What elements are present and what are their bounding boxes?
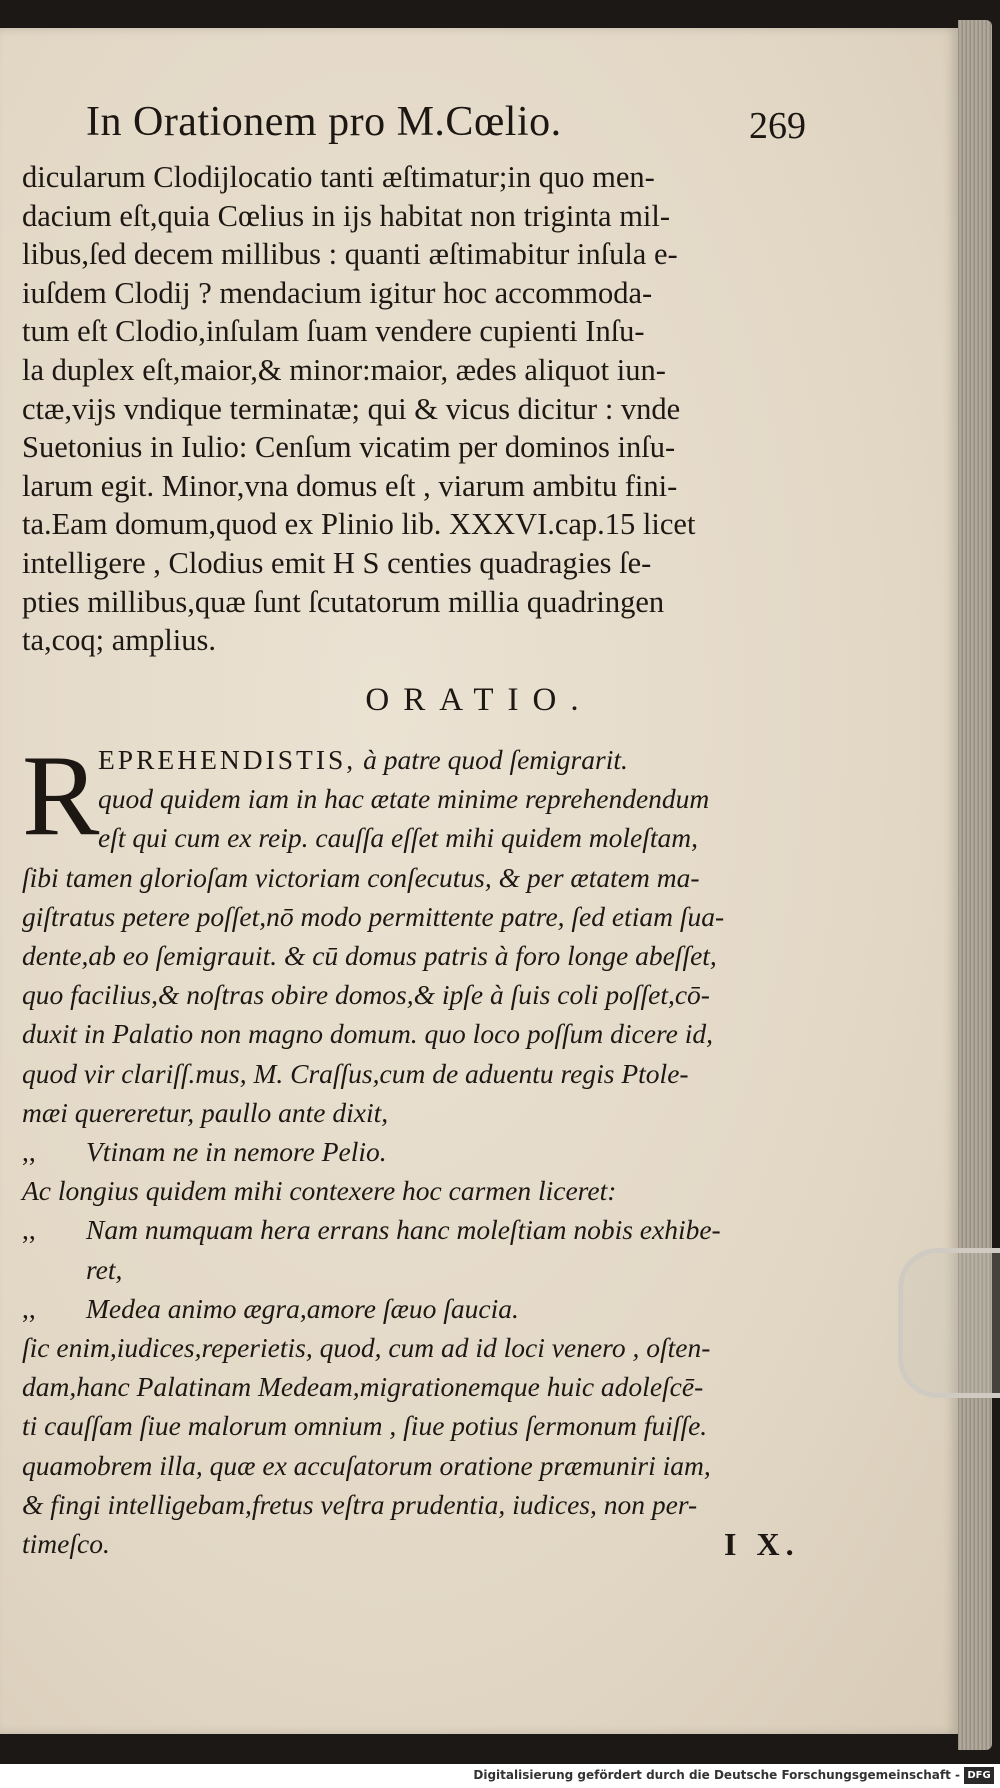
page-clip [898, 1248, 1000, 1398]
text-line: ti cauſſam ſiue malorum omnium , ſiue potius ſermonum fuiſſe. [22, 1410, 708, 1442]
text-line: quod quidem iam in hac ætate minime reprehendendum [98, 783, 710, 815]
text-line: Suetonius in Iulio: Cenſum vicatim per dominos inſu- [22, 430, 676, 465]
quote-text: Nam numquam hera errans hanc moleſtiam nobis exhibe- [86, 1214, 721, 1246]
section-heading: ORATIO. [365, 682, 593, 718]
text-line: tum eſt Clodio,inſulam ſuam vendere cupienti Inſu- [22, 314, 645, 349]
drop-cap: R [22, 732, 100, 860]
text-line: dacium eſt,quia Cœlius in ijs habitat non triginta mil- [22, 198, 671, 233]
text-line: quo facilius,& noſtras obire domos,& ipſe à ſuis coli poſſet,cō- [22, 979, 710, 1011]
text-line: ta,coq; amplius. [22, 623, 216, 658]
quote-line [22, 1289, 812, 1328]
quote-text: Medea animo ægra,amore ſæuo ſaucia. [86, 1292, 519, 1324]
book-page-edges [958, 20, 992, 1750]
first-word: EPREHENDISTIS, [98, 744, 357, 775]
text-line: pties millibus,quæ ſunt ſcutatorum millia quadringen [22, 584, 665, 619]
quote-marker: ,, [22, 1214, 36, 1246]
quote-line [22, 1132, 812, 1171]
text-line: giſtratus petere poſſet,nō modo permittente patre, ſed etiam ſua- [22, 900, 725, 932]
dfg-logo: DFG [964, 1767, 994, 1784]
text-line: quamobrem illa, quæ ex accuſatorum oratione præmuniri iam, [22, 1449, 711, 1481]
text-line: ſibi tamen glorioſam victoriam conſecutus, & per ætatem ma- [22, 861, 700, 893]
page-number: 269 [749, 105, 806, 147]
running-header [86, 98, 806, 158]
text-line: larum egit. Minor,vna domus eſt , viarum ambitu fini- [22, 468, 678, 503]
text-line: timeſco. [22, 1528, 110, 1560]
text-line: libus,ſed decem millibus : quanti æſtimabitur inſula e- [22, 237, 678, 272]
footer-credit: Digitalisierung gefördert durch die Deutsche Forschungsgemeinschaft - [473, 1768, 960, 1782]
text-line: eſt qui cum ex reip. cauſſa eſſet mihi quidem moleſtam, [98, 822, 699, 854]
quote-text: Vtinam ne in nemore Pelio. [86, 1136, 387, 1168]
quote-marker: ,, [22, 1292, 36, 1324]
text-line: ctæ,vijs vndique terminatæ; qui & vicus dicitur : vnde [22, 391, 681, 426]
text-line: ſic enim,iudices,reperietis, quod, cum ad id loci venero , oſten- [22, 1332, 711, 1364]
footer-bar [0, 1764, 1000, 1788]
commentary-text [22, 158, 812, 660]
quote-line: ret, [86, 1253, 123, 1285]
text-line: dicularum Clodijlocatio tanti æſtimatur;in quo men- [22, 160, 655, 194]
text-line: dam,hanc Palatinam Medeam,migrationemque huic adoleſcē- [22, 1371, 704, 1403]
quote-line [22, 1210, 812, 1249]
text-line: mæi quereretur, paullo ante dixit, [22, 1096, 389, 1128]
first-line-rest: à patre quod ſemigrarit. [356, 744, 628, 775]
text-line: duxit in Palatio non magno domum. quo loco poſſum dicere id, [22, 1018, 713, 1050]
text-line: la duplex eſt,maior,& minor:maior, ædes aliquot iun- [22, 352, 666, 387]
text-line: & fingi intelligebam,fretus veſtra prudentia, iudices, non per- [22, 1488, 698, 1520]
text-line [22, 740, 812, 779]
oration-text [22, 732, 812, 1563]
text-line: quod vir clariſſ.mus, M. Craſſus,cum de aduentu regis Ptole- [22, 1057, 689, 1089]
text-line: intelligere , Clodius emit H S centies quadragies ſe- [22, 545, 652, 580]
text-line: dente,ab eo ſemigrauit. & cū domus patris à foro longe abeſſet, [22, 940, 717, 972]
text-line: ta.Eam domum,quod ex Plinio lib. XXXVI.cap.15 licet [22, 507, 696, 542]
quote-marker: ,, [22, 1136, 36, 1168]
text-line: iuſdem Clodij ? mendacium igitur hoc accommoda- [22, 275, 653, 310]
text-line: Ac longius quidem mihi contexere hoc carmen liceret: [22, 1175, 617, 1207]
running-title: In Orationem pro M.Cœlio. [86, 99, 562, 145]
signature-mark: I X. [724, 1526, 800, 1562]
